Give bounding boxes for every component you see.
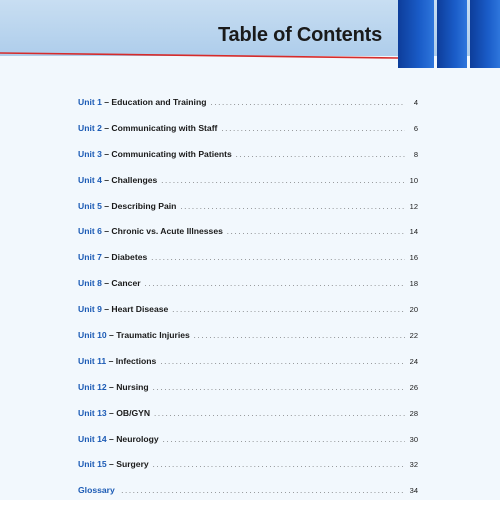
toc-entry-spacer	[115, 485, 117, 495]
toc-page-number: 22	[409, 331, 418, 341]
toc-page-number: 30	[409, 434, 418, 444]
toc-page-number: 32	[409, 460, 418, 470]
toc-entry[interactable]	[78, 434, 418, 460]
toc-entry-label: Unit 12	[78, 381, 107, 392]
toc-entry[interactable]	[78, 252, 418, 278]
toc-entry-title: – Traumatic Injuries	[109, 330, 190, 341]
toc-entry-title: – Heart Disease	[104, 304, 169, 315]
toc-entry-label: Unit 5	[78, 200, 102, 211]
toc-entry[interactable]	[78, 408, 418, 434]
toc-page-number: 12	[409, 201, 418, 211]
toc-entry[interactable]	[78, 123, 418, 149]
toc-entry[interactable]	[78, 175, 418, 201]
toc-entry-title: – Diabetes	[104, 252, 148, 263]
toc-entry-label: Unit 10	[78, 330, 107, 341]
toc-dot-leader	[121, 488, 405, 495]
toc-entry[interactable]	[78, 356, 418, 382]
toc-page-number: 28	[409, 408, 418, 418]
toc-page-number: 34	[409, 486, 418, 496]
toc-page-number: 8	[413, 149, 418, 159]
table-of-contents	[78, 97, 418, 511]
toc-page-number: 6	[413, 123, 418, 133]
toc-dot-leader	[154, 411, 405, 418]
toc-entry-title: – Describing Pain	[104, 200, 177, 211]
toc-entry[interactable]	[78, 226, 418, 252]
toc-page-number: 20	[409, 305, 418, 315]
toc-dot-leader	[145, 281, 405, 288]
toc-entry-label: Unit 15	[78, 459, 107, 470]
toc-dot-leader	[160, 359, 405, 366]
decorative-blue-block	[470, 0, 500, 68]
toc-entry[interactable]	[78, 459, 418, 485]
toc-dot-leader	[163, 437, 405, 444]
toc-entry-label: Unit 9	[78, 304, 102, 315]
toc-entry-title: – Communicating with Staff	[104, 122, 218, 133]
toc-dot-leader	[210, 100, 405, 107]
toc-entry[interactable]	[78, 278, 418, 304]
toc-entry[interactable]	[78, 201, 418, 227]
toc-entry-title: – Challenges	[104, 174, 158, 185]
toc-entry-label: Glossary	[78, 485, 115, 496]
toc-entry-label: Unit 2	[78, 122, 102, 133]
toc-dot-leader	[221, 126, 405, 133]
toc-entry-title: – Infections	[108, 355, 157, 366]
toc-entry-label: Unit 7	[78, 252, 102, 263]
toc-page-number: 16	[409, 253, 418, 263]
toc-entry-label: Unit 1	[78, 97, 102, 107]
toc-page-number: 24	[409, 356, 418, 366]
toc-dot-leader	[180, 204, 405, 211]
toc-page-number: 18	[409, 279, 418, 289]
toc-dot-leader	[227, 229, 405, 236]
toc-dot-leader	[194, 333, 405, 340]
toc-entry-label: Unit 8	[78, 278, 102, 289]
decorative-blue-block	[437, 0, 467, 68]
toc-dot-leader	[153, 385, 405, 392]
page-title: Table of Contents	[217, 24, 382, 46]
toc-entry-label: Unit 3	[78, 148, 102, 159]
toc-dot-leader	[153, 462, 405, 469]
toc-entry-title: – OB/GYN	[109, 407, 151, 418]
toc-entry[interactable]	[78, 97, 418, 123]
toc-entry-title: – Communicating with Patients	[104, 148, 232, 159]
toc-entry[interactable]	[78, 330, 418, 356]
toc-entry-title: – Neurology	[109, 433, 159, 444]
toc-entry-label: Unit 6	[78, 226, 102, 237]
toc-entry-label: Unit 11	[78, 355, 107, 366]
toc-entry[interactable]	[78, 485, 418, 511]
toc-entry-title: – Education and Training	[104, 97, 207, 107]
decorative-blue-block	[398, 0, 434, 68]
toc-page-number: 10	[409, 175, 418, 185]
toc-page-number: 4	[413, 98, 418, 107]
toc-page-number: 14	[409, 227, 418, 237]
toc-entry-label: Unit 13	[78, 407, 107, 418]
toc-entry[interactable]	[78, 304, 418, 330]
toc-entry-title: – Chronic vs. Acute Illnesses	[104, 226, 223, 237]
toc-entry-label: Unit 4	[78, 174, 102, 185]
toc-dot-leader	[151, 255, 405, 262]
toc-dot-leader	[172, 307, 405, 314]
toc-entry-title: – Cancer	[104, 278, 141, 289]
toc-entry-title: – Surgery	[109, 459, 149, 470]
toc-dot-leader	[161, 178, 405, 185]
toc-entry[interactable]	[78, 149, 418, 175]
toc-dot-leader	[236, 152, 405, 159]
toc-entry[interactable]	[78, 382, 418, 408]
toc-entry-label: Unit 14	[78, 433, 107, 444]
toc-entry-title: – Nursing	[109, 381, 149, 392]
toc-page-number: 26	[409, 382, 418, 392]
